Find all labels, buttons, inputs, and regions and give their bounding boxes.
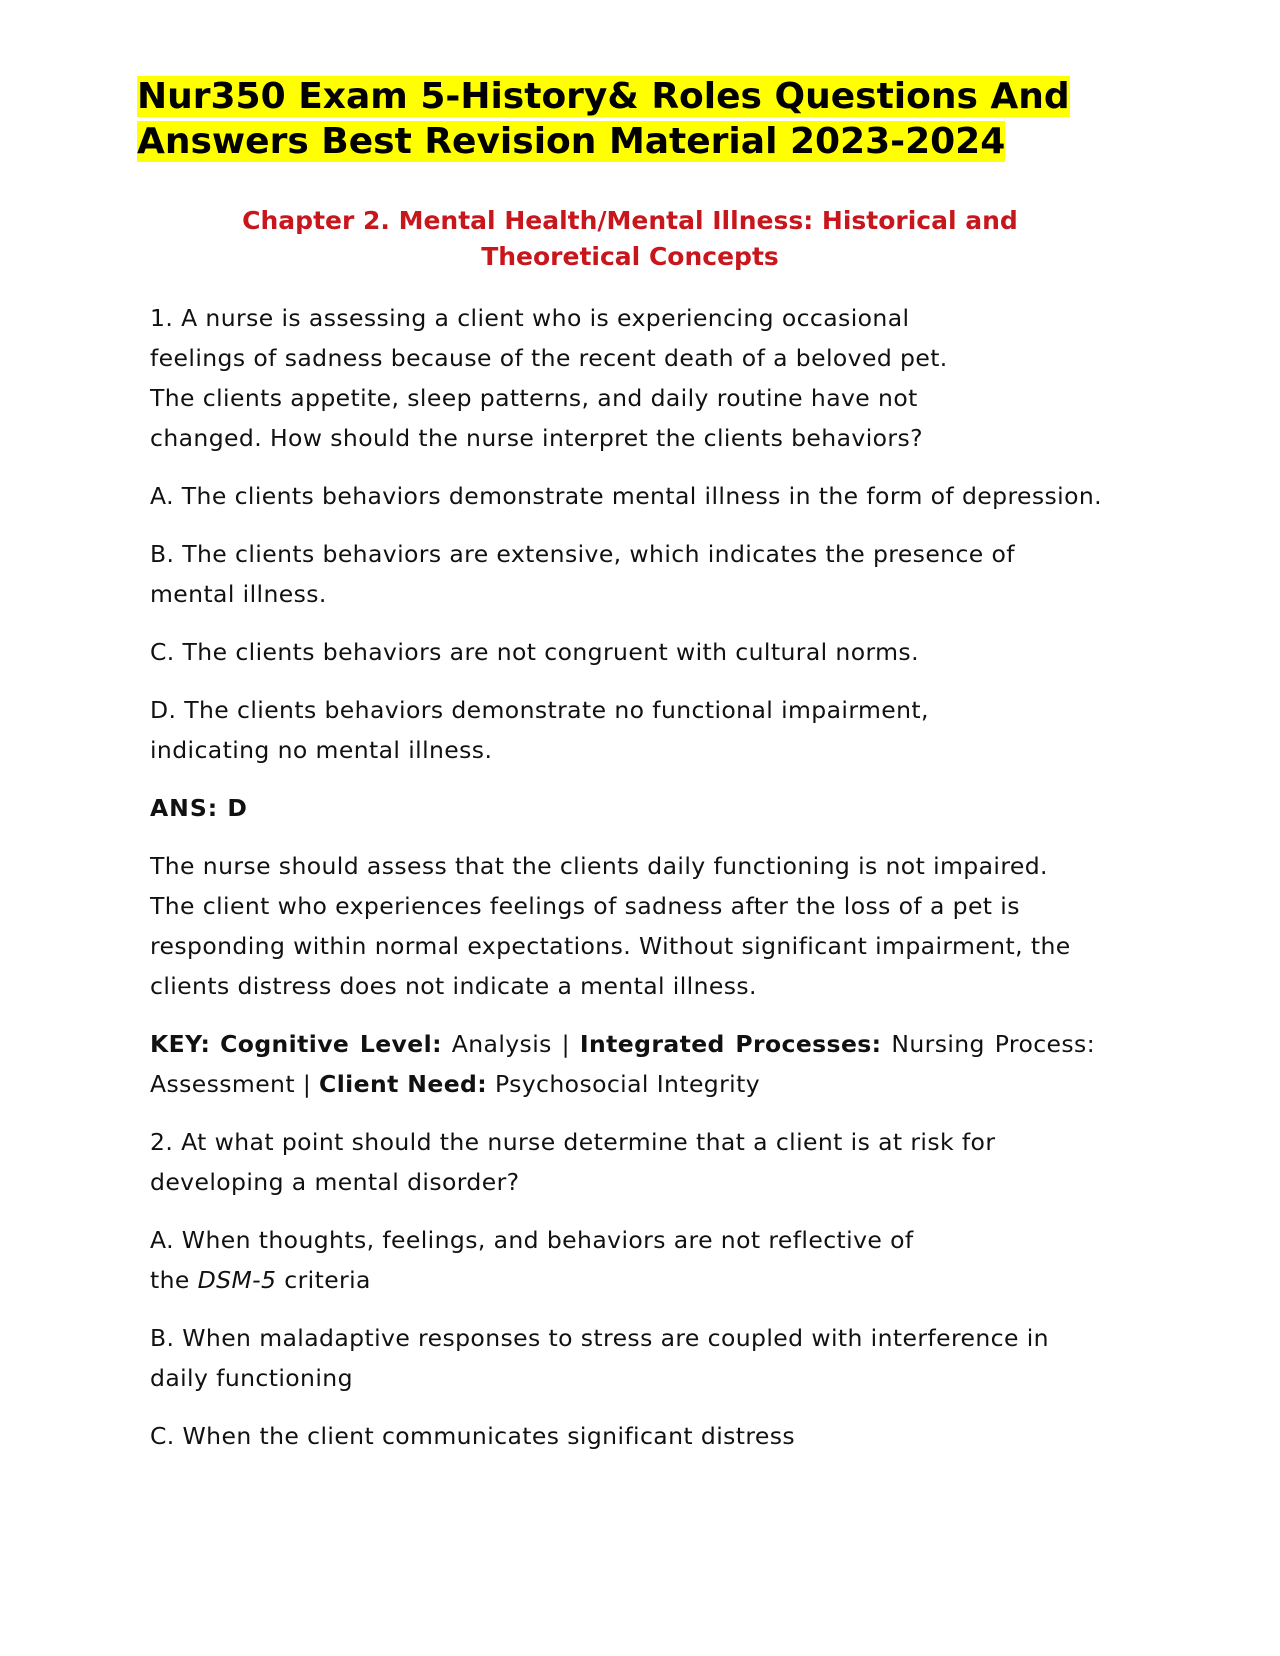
document-title-line-2: Answers Best Revision Material 2023-2024 — [137, 121, 1006, 162]
document-title-line-1: Nur350 Exam 5-History& Roles Questions And — [137, 76, 1070, 117]
question-1-stem-line-1: 1. A nurse is assessing a client who is experiencing occasional — [150, 304, 910, 332]
chapter-heading-line-1: Chapter 2. Mental Health/Mental Illness: Historical and — [242, 206, 1018, 235]
question-2-option-b: B. When maladaptive responses to stress are coupled with interference in daily functioning — [150, 1324, 1049, 1392]
key-separator: | — [561, 1030, 570, 1058]
question-2-stem: 2. At what point should the nurse determine that a client is at risk for developing a mental disorder? — [150, 1128, 996, 1196]
question-1-option-b: B. The clients behaviors are extensive, which indicates the presence of mental illness. — [150, 540, 1015, 608]
client-need-value: Psychosocial Integrity — [494, 1070, 761, 1098]
integrated-processes-value: Nursing Process: Assessment — [150, 1030, 1096, 1098]
integrated-processes-label: Integrated Processes: — [579, 1030, 882, 1058]
questions-content — [150, 298, 1185, 1474]
chapter-heading-line-2: Theoretical Concepts — [481, 242, 779, 271]
question-1-answer: ANS: D — [150, 794, 248, 822]
chapter-heading — [150, 203, 1110, 275]
question-2-option-c: C. When the client communicates significant distress — [150, 1422, 796, 1450]
question-1-stem-line-2: feelings of sadness because of the recent death of a beloved pet. — [150, 344, 948, 372]
question-1-rationale: The nurse should assess that the clients daily functioning is not impaired. The client who experiences feelings of sadness after the loss of a pet is responding within normal expectations. Without significant impairment, the clients distress does not indicate a mental illness. — [150, 852, 1071, 1000]
question-1-stem-line-3: The clients appetite, sleep patterns, and daily routine have not — [150, 384, 918, 412]
question-1-key — [150, 1024, 1095, 1104]
question-1-stem — [150, 298, 1185, 458]
question-2-option-a-post: criteria — [284, 1266, 371, 1294]
question-1-stem-line-4: changed. How should the nurse interpret the clients behaviors? — [150, 424, 923, 452]
cognitive-level-value: Analysis — [451, 1030, 552, 1058]
question-1-option-c: C. The clients behaviors are not congruent with cultural norms. — [150, 638, 919, 666]
client-need-label: Client Need: — [319, 1070, 488, 1098]
dsm5-reference: DSM-5 — [197, 1266, 277, 1294]
question-2-option-a-line-1: A. When thoughts, feelings, and behaviors are not reflective of — [150, 1226, 914, 1254]
question-1-option-a: A. The clients behaviors demonstrate mental illness in the form of depression. — [150, 482, 1103, 510]
document-title — [137, 74, 1177, 164]
key-separator: | — [302, 1070, 312, 1098]
question-2-option-a — [150, 1220, 1185, 1300]
cognitive-level-label: Cognitive Level: — [220, 1030, 442, 1058]
key-label: KEY: — [150, 1030, 211, 1058]
question-2-option-a-pre: the — [150, 1266, 190, 1294]
question-1-option-d: D. The clients behaviors demonstrate no functional impairment, indicating no mental illness. — [150, 696, 929, 764]
